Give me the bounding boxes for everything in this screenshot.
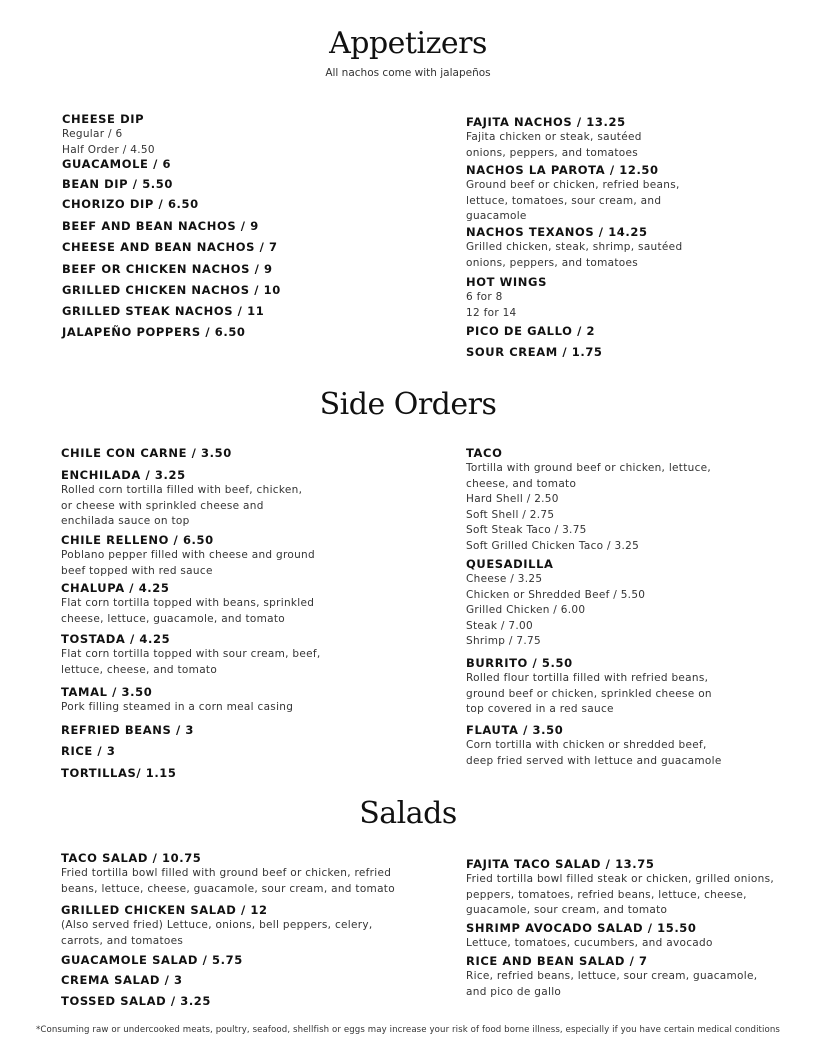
menu-item-description: cheese, and tomato xyxy=(466,477,577,490)
menu-item xyxy=(466,954,757,1000)
menu-item-description: Fajita chicken or steak, sautéed xyxy=(466,131,642,143)
menu-item-name: PICO DE GALLO / 2 xyxy=(466,324,596,338)
menu-item-description: ground beef or chicken, sprinkled cheese on xyxy=(466,687,712,700)
menu-item xyxy=(62,325,246,340)
appetizers-title: Appetizers xyxy=(329,26,487,61)
menu-item xyxy=(62,219,259,234)
menu-item xyxy=(62,262,273,277)
menu-item-name: CHORIZO DIP / 6.50 xyxy=(62,197,199,211)
menu-item-name: TORTILLAS/ 1.15 xyxy=(61,766,177,780)
menu-item-name: CHEESE AND BEAN NACHOS / 7 xyxy=(62,240,278,254)
menu-item-description: guacamole xyxy=(466,210,527,222)
menu-item-name: RICE AND BEAN SALAD / 7 xyxy=(466,954,648,968)
menu-item xyxy=(61,903,373,949)
menu-item-description: Grilled Chicken / 6.00 xyxy=(466,604,586,616)
menu-item-description: peppers, tomatoes, refried beans, lettuce, cheese, xyxy=(466,888,747,901)
menu-item xyxy=(61,851,395,897)
menu-item-name: ENCHILADA / 3.25 xyxy=(61,468,186,482)
menu-item-description: Cheese / 3.25 xyxy=(466,573,543,585)
menu-item-name: REFRIED BEANS / 3 xyxy=(61,723,194,737)
menu-item-description: Fried tortilla bowl filled steak or chicken, grilled onions, xyxy=(466,873,774,885)
menu-item-description: guacamole, sour cream, and tomato xyxy=(466,904,668,916)
menu-item-description: Rolled corn tortilla filled with beef, chicken, xyxy=(61,484,303,496)
menu-item-description: Pork filling steamed in a corn meal casing xyxy=(61,701,294,713)
menu-item xyxy=(466,225,682,271)
menu-item xyxy=(466,324,595,339)
salads-title: Salads xyxy=(359,796,457,831)
menu-item-description: Tortilla with ground beef or chicken, lettuce, xyxy=(466,462,712,474)
menu-item-name: NACHOS LA PAROTA / 12.50 xyxy=(466,163,659,177)
menu-item xyxy=(61,632,321,678)
menu-item-name: FLAUTA / 3.50 xyxy=(466,723,564,737)
menu-item-name: GRILLED CHICKEN SALAD / 12 xyxy=(61,903,268,917)
menu-item xyxy=(62,240,278,255)
menu-item xyxy=(62,177,173,192)
menu-item-description: Poblano pepper filled with cheese and ground xyxy=(61,549,315,561)
menu-item-description: beans, lettuce, cheese, guacamole, sour cream, and tomato xyxy=(61,882,395,895)
menu-item-description: Soft Grilled Chicken Taco / 3.25 xyxy=(466,539,640,552)
menu-item-description: enchilada sauce on top xyxy=(61,515,190,527)
menu-item-name: BEEF AND BEAN NACHOS / 9 xyxy=(62,219,259,233)
menu-item-name: SHRIMP AVOCADO SALAD / 15.50 xyxy=(466,921,697,935)
menu-item-name: BEAN DIP / 5.50 xyxy=(62,177,173,191)
menu-item-name: FAJITA TACO SALAD / 13.75 xyxy=(466,857,655,871)
menu-item-description: Rice, refried beans, lettuce, sour cream, guacamole, xyxy=(466,970,758,982)
menu-item-description: lettuce, cheese, and tomato xyxy=(61,663,218,676)
menu-item-description: Grilled chicken, steak, shrimp, sautéed xyxy=(466,241,683,253)
menu-item-description: Soft Shell / 2.75 xyxy=(466,508,555,521)
menu-item xyxy=(61,766,177,781)
menu-item-name: TOSTADA / 4.25 xyxy=(61,632,171,646)
menu-item xyxy=(466,857,774,919)
menu-item-name: CHILE RELLENO / 6.50 xyxy=(61,533,214,547)
menu-item xyxy=(466,723,722,769)
menu-item-name: CHEESE DIP xyxy=(62,112,145,126)
menu-item-description: Hard Shell / 2.50 xyxy=(466,493,559,505)
menu-item xyxy=(61,723,194,738)
menu-item-name: CHALUPA / 4.25 xyxy=(61,581,170,595)
menu-item-name: NACHOS TEXANOS / 14.25 xyxy=(466,225,648,239)
menu-item-name: TACO xyxy=(466,446,503,460)
menu-item-name: TOSSED SALAD / 3.25 xyxy=(61,994,212,1008)
menu-item-description: (Also served fried) Lettuce, onions, bell peppers, celery, xyxy=(61,919,373,931)
menu-item xyxy=(62,197,199,212)
menu-item-name: QUESADILLA xyxy=(466,557,554,571)
menu-item-description: Half Order / 4.50 xyxy=(62,143,155,156)
menu-item-name: FAJITA NACHOS / 13.25 xyxy=(466,115,626,129)
menu-item-name: BEEF OR CHICKEN NACHOS / 9 xyxy=(62,262,273,276)
menu-item-description: Flat corn tortilla topped with sour cream, beef, xyxy=(61,648,321,660)
menu-item xyxy=(466,115,642,161)
menu-item xyxy=(62,112,155,158)
menu-item-description: Chicken or Shredded Beef / 5.50 xyxy=(466,588,646,601)
menu-item xyxy=(61,685,293,716)
menu-item xyxy=(61,468,302,530)
menu-item-description: deep fried served with lettuce and guacamole xyxy=(466,754,722,767)
menu-item-description: Ground beef or chicken, refried beans, xyxy=(466,179,680,191)
menu-item-description: Rolled flour tortilla filled with refried beans, xyxy=(466,672,709,684)
menu-item-name: GRILLED STEAK NACHOS / 11 xyxy=(62,304,265,318)
menu-item xyxy=(61,581,314,627)
menu-item xyxy=(61,953,243,968)
menu-item xyxy=(466,557,645,650)
menu-item xyxy=(466,345,603,360)
menu-item-description: 6 for 8 xyxy=(466,291,503,303)
menu-item xyxy=(466,656,712,718)
appetizers-subtitle: All nachos come with jalapeños xyxy=(325,67,491,79)
menu-item xyxy=(61,533,315,579)
side-orders-title: Side Orders xyxy=(319,387,497,422)
menu-item-name: GRILLED CHICKEN NACHOS / 10 xyxy=(62,283,281,297)
menu-item-description: onions, peppers, and tomatoes xyxy=(466,256,639,269)
menu-item xyxy=(466,446,711,554)
menu-item-name: GUACAMOLE SALAD / 5.75 xyxy=(61,953,243,967)
menu-item-name: SOUR CREAM / 1.75 xyxy=(466,345,603,359)
menu-item-description: lettuce, tomatoes, sour cream, and xyxy=(466,194,662,207)
menu-item xyxy=(466,163,680,225)
menu-item-name: RICE / 3 xyxy=(61,744,116,758)
menu-item-description: Flat corn tortilla topped with beans, sprinkled xyxy=(61,597,315,609)
menu-item xyxy=(61,446,232,461)
menu-item-description: and pico de gallo xyxy=(466,985,562,998)
menu-item-description: cheese, lettuce, guacamole, and tomato xyxy=(61,612,286,625)
menu-item-description: Shrimp / 7.75 xyxy=(466,635,541,647)
menu-item xyxy=(466,921,713,952)
menu-item-description: top covered in a red sauce xyxy=(466,703,614,715)
menu-item-name: HOT WINGS xyxy=(466,275,547,289)
menu-item-description: Regular / 6 xyxy=(62,128,123,140)
menu-item-description: Soft Steak Taco / 3.75 xyxy=(466,524,587,536)
menu-item xyxy=(61,973,183,988)
menu-item-description: Fried tortilla bowl filled with ground beef or chicken, refried xyxy=(61,867,392,879)
menu-item-description: onions, peppers, and tomatoes xyxy=(466,146,639,159)
menu-item-name: CREMA SALAD / 3 xyxy=(61,973,183,987)
menu-item-name: GUACAMOLE / 6 xyxy=(62,157,172,171)
menu-item xyxy=(62,283,281,298)
menu-item-description: beef topped with red sauce xyxy=(61,564,213,577)
menu-item-description: or cheese with sprinkled cheese and xyxy=(61,499,264,512)
menu-item xyxy=(466,275,547,321)
menu-item xyxy=(62,157,171,172)
menu-item-name: JALAPEÑO POPPERS / 6.50 xyxy=(62,325,246,339)
menu-item-description: Lettuce, tomatoes, cucumbers, and avocado xyxy=(466,937,713,949)
menu-item xyxy=(62,304,264,319)
menu-item-name: BURRITO / 5.50 xyxy=(466,656,573,670)
menu-item-description: Corn tortilla with chicken or shredded beef, xyxy=(466,739,707,751)
menu-item xyxy=(61,994,211,1009)
menu-item-description: Steak / 7.00 xyxy=(466,619,533,632)
menu-item-description: 12 for 14 xyxy=(466,306,517,319)
menu-item-name: TAMAL / 3.50 xyxy=(61,685,153,699)
menu-item-description: carrots, and tomatoes xyxy=(61,934,184,947)
menu-item xyxy=(61,744,115,759)
health-disclaimer: *Consuming raw or undercooked meats, poultry, seafood, shellfish or eggs may increase your risk of food borne illness, especially if you have certain medical conditions xyxy=(36,1025,780,1035)
menu-item-name: TACO SALAD / 10.75 xyxy=(61,851,202,865)
menu-item-name: CHILE CON CARNE / 3.50 xyxy=(61,446,232,460)
